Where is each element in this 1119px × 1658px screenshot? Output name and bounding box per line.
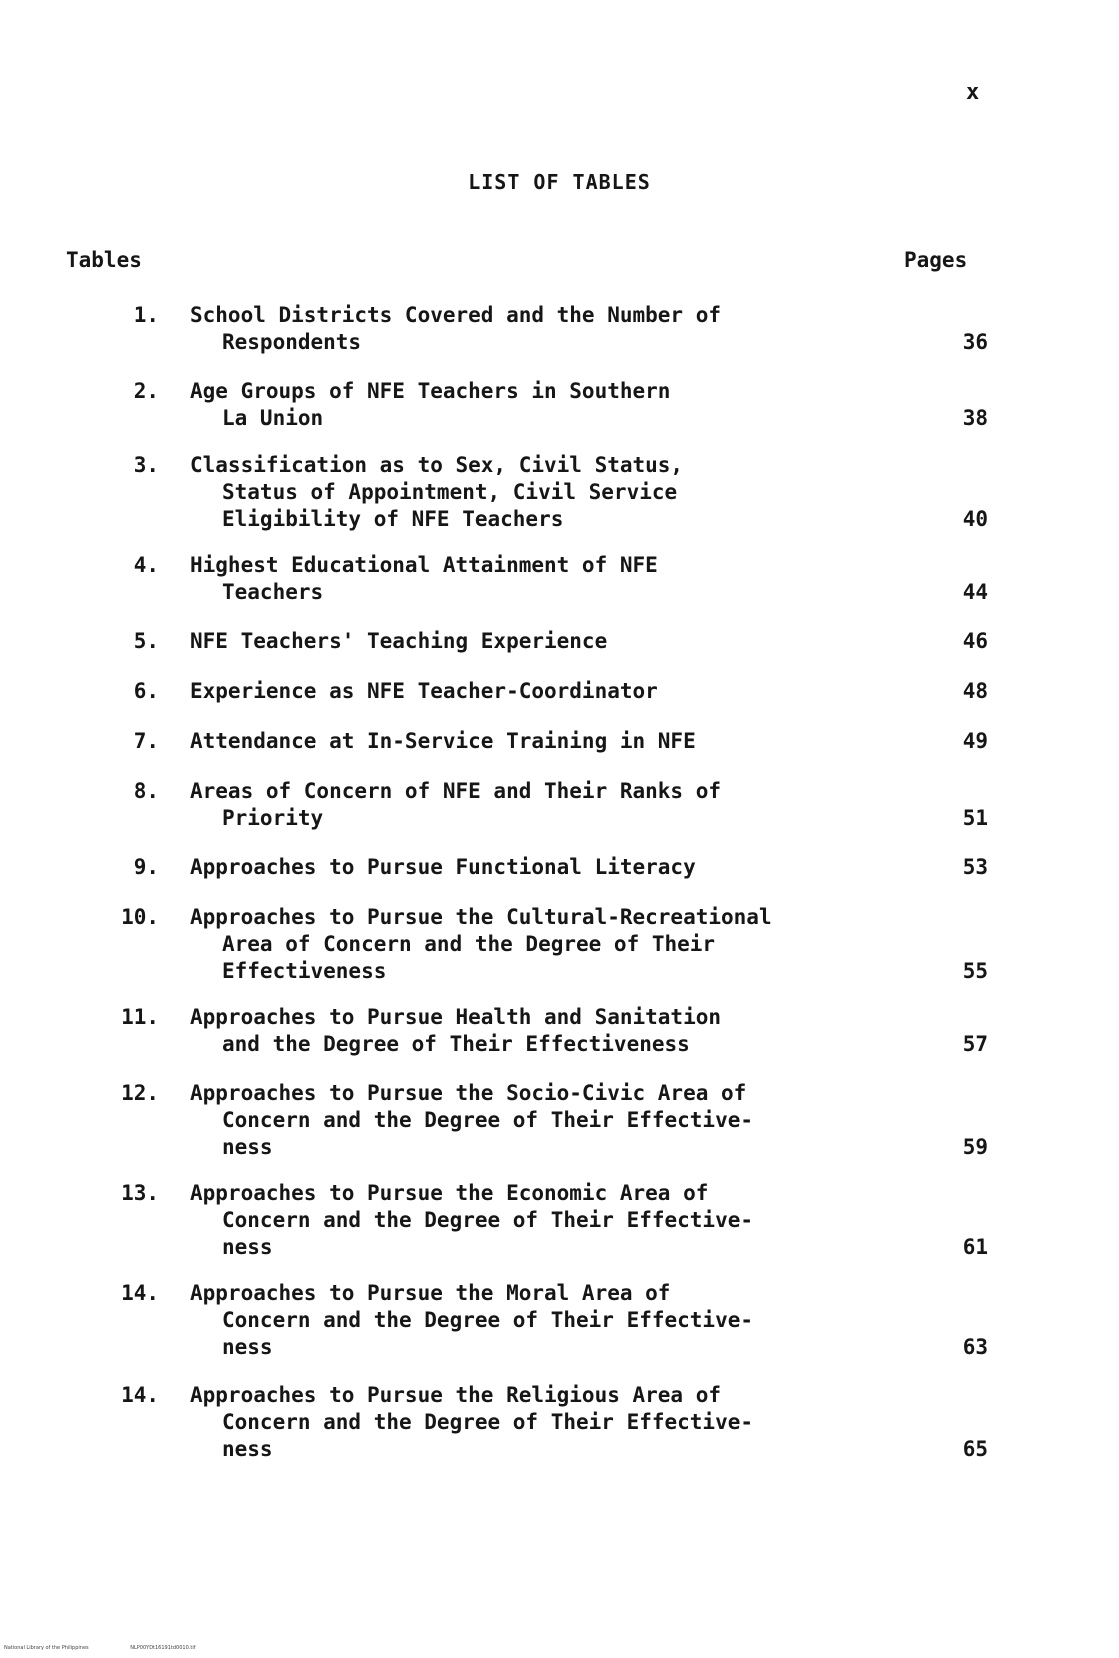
page-ref: 38: [962, 406, 988, 430]
table-title-line: [190, 405, 902, 432]
table-title-line: [190, 628, 870, 655]
page-ref: 46: [962, 629, 988, 653]
table-title: [190, 302, 890, 356]
table-title-text: Approaches to Pursue Functional Literacy: [190, 855, 696, 879]
table-title: [190, 778, 890, 832]
page-ref: 49: [962, 729, 988, 753]
table-title-text: Eligibility of NFE Teachers: [222, 507, 564, 531]
column-header-pages: Pages: [904, 248, 968, 272]
table-number: 2.: [133, 379, 159, 403]
page-ref: 65: [962, 1437, 988, 1461]
table-title-text: La Union: [222, 406, 324, 430]
table-title-line: [190, 579, 902, 606]
table-title-line: Approaches to Pursue Health and Sanitation: [190, 1005, 722, 1029]
table-title-line: [190, 854, 870, 881]
table-number: 7.: [133, 729, 159, 753]
table-title: [190, 1004, 890, 1058]
table-number: 14.: [121, 1281, 159, 1305]
page-title: LIST OF TABLES: [468, 170, 651, 194]
table-title-text: ness: [222, 1235, 273, 1259]
table-title: [190, 452, 890, 533]
table-title: [190, 728, 890, 755]
table-title: [190, 1080, 890, 1161]
table-title: [190, 552, 890, 606]
table-title: [190, 1382, 890, 1463]
table-title-text: Attendance at In-Service Training in NFE: [190, 729, 696, 753]
table-title-line: [190, 678, 870, 705]
column-header-tables: Tables: [66, 248, 142, 272]
table-number: 9.: [133, 855, 159, 879]
table-title-line: Highest Educational Attainment of NFE: [190, 553, 658, 577]
table-number: 12.: [121, 1081, 159, 1105]
table-title-line: Concern and the Degree of Their Effective-: [222, 1410, 754, 1434]
table-title-line: Age Groups of NFE Teachers in Southern: [190, 379, 671, 403]
table-title-text: Teachers: [222, 580, 324, 604]
table-title-text: Respondents: [222, 330, 362, 354]
table-title-line: [190, 958, 902, 985]
table-title-line: [190, 728, 870, 755]
page-ref: 55: [962, 959, 988, 983]
table-number: 4.: [133, 553, 159, 577]
table-title-line: [190, 329, 902, 356]
page-ref: 59: [962, 1135, 988, 1159]
table-title-text: Experience as NFE Teacher-Coordinator: [190, 679, 658, 703]
page-ref: 36: [962, 330, 988, 354]
table-title-line: School Districts Covered and the Number of: [190, 303, 722, 327]
table-title-line: Concern and the Degree of Their Effective-: [222, 1308, 754, 1332]
footer-library: National Library of the Philippines: [4, 1645, 89, 1651]
table-title: [190, 1180, 890, 1261]
page-ref: 40: [962, 507, 988, 531]
page-ref: 61: [962, 1235, 988, 1259]
table-title-line: Classification as to Sex, Civil Status,: [190, 453, 684, 477]
page-ref: 51: [962, 806, 988, 830]
table-title: [190, 1280, 890, 1361]
table-number: 10.: [121, 905, 159, 929]
table-number: 3.: [133, 453, 159, 477]
table-number: 1.: [133, 303, 159, 327]
table-title-line: Concern and the Degree of Their Effective-: [222, 1208, 754, 1232]
table-number: 13.: [121, 1181, 159, 1205]
table-number: 5.: [133, 629, 159, 653]
table-number: 14.: [121, 1383, 159, 1407]
table-title-line: [190, 1436, 902, 1463]
table-title: [190, 378, 890, 432]
table-title-text: ness: [222, 1437, 273, 1461]
table-title-line: Status of Appointment, Civil Service: [222, 480, 678, 504]
table-title-line: [190, 1234, 902, 1261]
table-title: [190, 678, 890, 705]
page-number: x: [966, 80, 980, 105]
page-ref: 44: [962, 580, 988, 604]
footer-file-id: NLP00YDt16191td0010.tif: [130, 1645, 196, 1651]
table-title-text: Priority: [222, 806, 324, 830]
table-title-text: Effectiveness: [222, 959, 387, 983]
table-title-line: [190, 1334, 902, 1361]
page-ref: 63: [962, 1335, 988, 1359]
table-title-line: Approaches to Pursue the Economic Area of: [190, 1181, 709, 1205]
table-title-line: [190, 506, 902, 533]
table-number: 6.: [133, 679, 159, 703]
table-title-line: Areas of Concern of NFE and Their Ranks of: [190, 779, 722, 803]
table-title-line: [190, 1134, 902, 1161]
table-title-line: [190, 1031, 902, 1058]
table-title: [190, 628, 890, 655]
table-title-line: Approaches to Pursue the Religious Area of: [190, 1383, 722, 1407]
table-title-text: ness: [222, 1335, 273, 1359]
table-number: 11.: [121, 1005, 159, 1029]
table-title: [190, 904, 890, 985]
table-title-line: Approaches to Pursue the Moral Area of: [190, 1281, 671, 1305]
page-ref: 53: [962, 855, 988, 879]
table-title: [190, 854, 890, 881]
table-title-text: ness: [222, 1135, 273, 1159]
table-number: 8.: [133, 779, 159, 803]
page-ref: 57: [962, 1032, 988, 1056]
table-title-line: Approaches to Pursue the Cultural-Recreational: [190, 905, 772, 929]
table-title-text: and the Degree of Their Effectiveness: [222, 1032, 690, 1056]
scan-footer: [4, 1645, 235, 1651]
table-title-text: NFE Teachers' Teaching Experience: [190, 629, 608, 653]
table-title-line: Concern and the Degree of Their Effective-: [222, 1108, 754, 1132]
table-title-line: Approaches to Pursue the Socio-Civic Area of: [190, 1081, 747, 1105]
table-title-line: [190, 805, 902, 832]
table-title-line: Area of Concern and the Degree of Their: [222, 932, 716, 956]
page-ref: 48: [962, 679, 988, 703]
